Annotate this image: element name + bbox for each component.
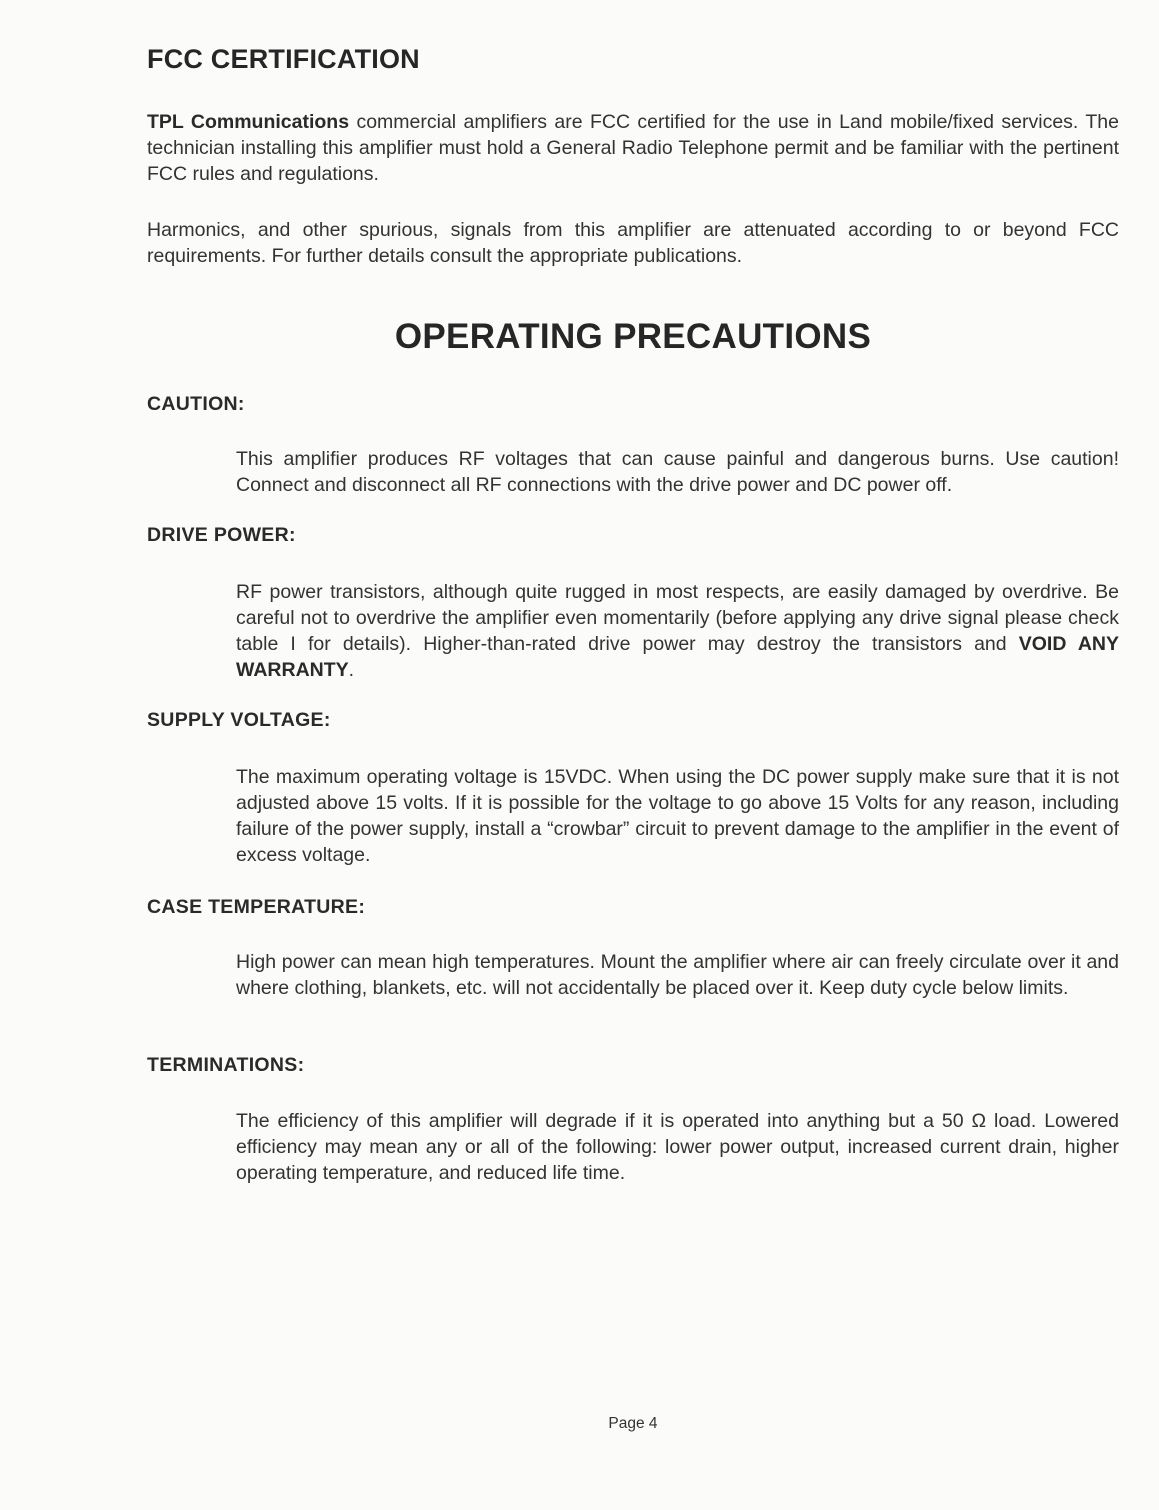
drive-power-period: . <box>348 659 355 681</box>
fcc-paragraph-1-text: commercial amplifiers are FCC certified for the use in Land mobile/fixed services. The technician installing this amplifier must hold a General Radio Telephone permit and be familiar with the pertinent FCC rules and regulations. <box>147 111 1119 185</box>
fcc-paragraph-2: Harmonics, and other spurious, signals from this amplifier are attenuated according to or beyond FCC requirements. For further details consult the appropriate publications. <box>147 219 1119 267</box>
case-temperature-heading: CASE TEMPERATURE: <box>147 896 366 918</box>
caution-text: This amplifier produces RF voltages that can cause painful and dangerous burns. Use caution! Connect and disconnect all RF connections with the drive power and DC power off. <box>236 448 1119 496</box>
drive-power-heading: DRIVE POWER: <box>147 524 296 546</box>
company-name: TPL Communications <box>147 111 350 133</box>
operating-precautions-title: OPERATING PRECAUTIONS <box>394 317 872 356</box>
supply-voltage-text: The maximum operating voltage is 15VDC. When using the DC power supply make sure that it is not adjusted above 15 volts. If it is possible for the voltage to go above 15 Volts for any reason, including failure of the power supply, install a “crowbar” circuit to prevent damage to the amplifier in the event of excess voltage. <box>236 766 1119 866</box>
case-temperature-text: High power can mean high temperatures. Mount the amplifier where air can freely circulate over it and where clothing, blankets, etc. will not accidentally be placed over it. Keep duty cycle below limits. <box>236 951 1119 999</box>
fcc-paragraph-1 <box>147 109 1119 187</box>
drive-power-body: RF power transistors, although quite rugged in most respects, are easily damaged by overdrive. Be careful not to overdrive the amplifier even momentarily (before applying any drive signal please check table I for details). Higher-than-rated drive power may destroy the transistors and <box>236 581 1119 655</box>
terminations-text: The efficiency of this amplifier will degrade if it is operated into anything but a 50 Ω load. Lowered efficiency may mean any or all of the following: lower power output, increased current drain, higher operating temperature, and reduced life time. <box>236 1110 1119 1184</box>
drive-power-text <box>236 579 1119 683</box>
page-number: Page 4 <box>608 1415 658 1432</box>
supply-voltage-heading: SUPPLY VOLTAGE: <box>147 709 331 731</box>
caution-heading: CAUTION: <box>147 393 245 415</box>
terminations-heading: TERMINATIONS: <box>147 1054 305 1076</box>
warranty-warning: VOID ANY WARRANTY <box>236 633 1119 681</box>
fcc-certification-heading: FCC CERTIFICATION <box>147 44 420 74</box>
